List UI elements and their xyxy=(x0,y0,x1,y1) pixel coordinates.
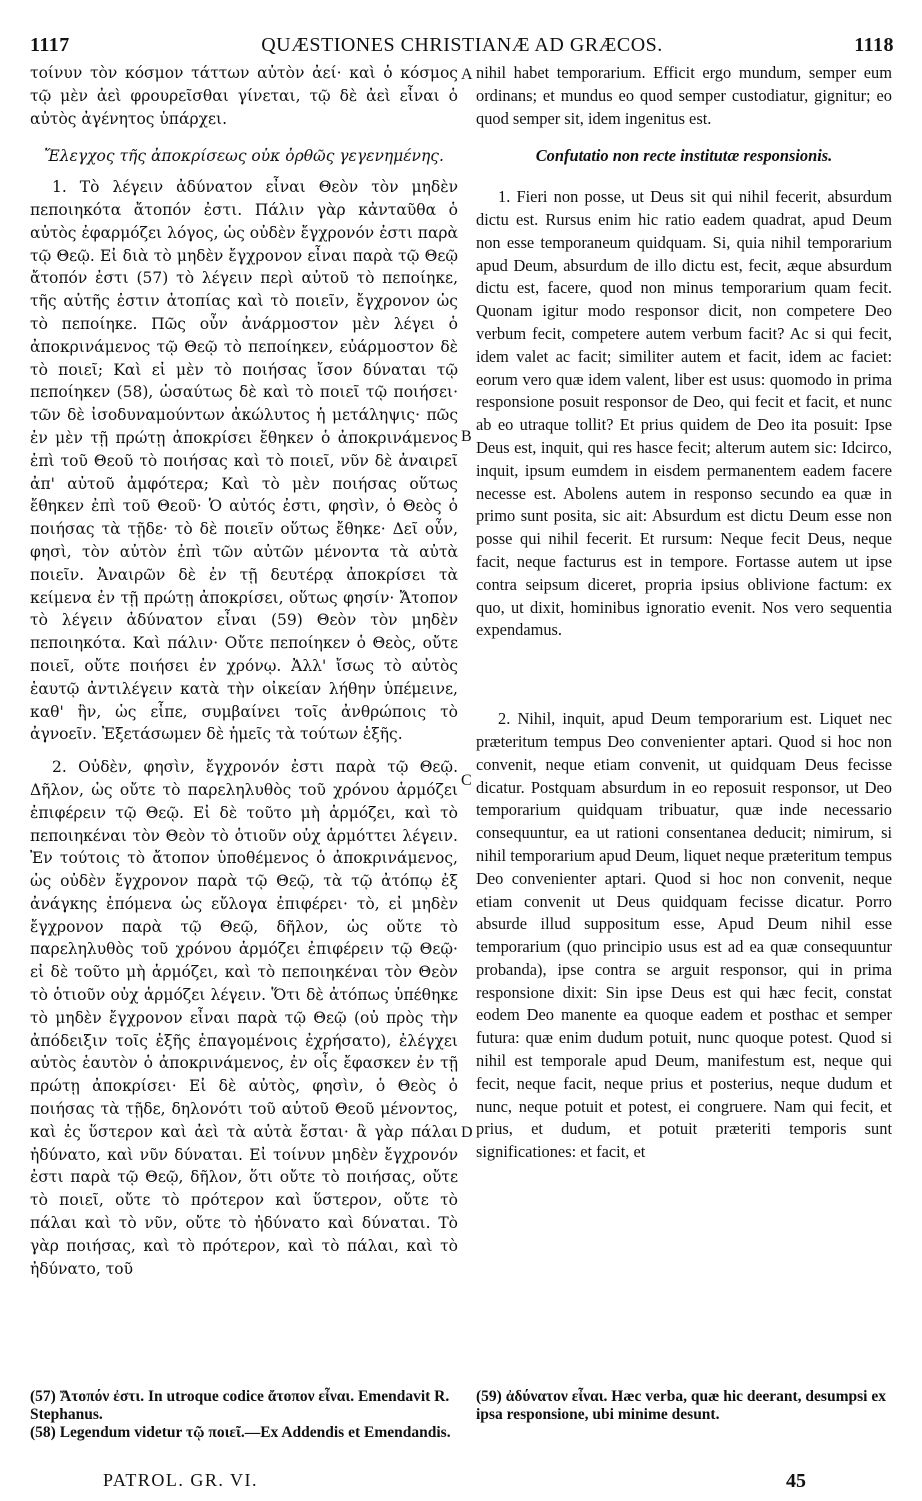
footnote-59: (59) ἀδύνατον εἶναι. Hæc verba, quæ hic deerant, desumpsi ex ipsa responsione, ubi minime desunt. xyxy=(476,1388,886,1423)
margin-letter-b: B xyxy=(461,428,472,445)
page-title: QUÆSTIONES CHRISTIANÆ AD GRÆCOS. xyxy=(261,34,663,56)
running-header xyxy=(30,34,894,60)
page-number-right: 1118 xyxy=(854,34,894,56)
margin-letter-d: D xyxy=(461,1124,473,1141)
latin-paragraph-1: 1. Fieri non posse, ut Deus sit qui nihil fecerit, absurdum dictu est. Rursus enim hic ratio eadem quadrat, apud Deum non esse temporaneum quidquam. Si, quia nihil temporarium apud Deum, absurdum de illo dictu est, fecit, æque absurdum dictu est, facere, quod non minus temporarium quam fecit. Quonam igitur modo responsor dicit, non competere Deo verbum fecit, competere autem verbum facit? Ac si qui fecit, idem valet ac facit; similiter autem et facit, idem ac faciet: eorum vero quæ idem valent, liber est usus: quomodo in prima responsione posuit responsor de Deo, qui fecit et facit, et nunc ab eo utraque tollit? Et prius quidem de Deo ita posuit: Ipse Deus est, inquit, qui res hasce fecit; alterum autem sic: Idcirco, inquit, ipsum eumdem in eisdem permanentem eadem facere necesse est. Abolens autem in responso secundo ea quæ in primo sunt posita, sic ait: Absurdum est dictu Deum esse non posse qui nihil fecerit. Et rursum: Neque fecit Deus, neque facit, neque facturus est in tempore. Fortasse autem ut ipse contra seipsum diceret, propria ipsius oblivione factum: ex quo, ut dixit, hominibus ignoratio evenit. Nos vero sequentia expendamus. xyxy=(476,187,892,640)
greek-heading: Ἔλεγχος τῆς ἀποκρίσεως οὐκ ὀρθῶς γεγενημένης. xyxy=(44,147,444,166)
margin-letter-a: A xyxy=(461,66,473,83)
greek-paragraph-1: 1. Τὸ λέγειν ἀδύνατον εἶναι Θεὸν τὸν μηδὲν πεποιηκότα ἄτοπόν ἐστι. Πάλιν γὰρ κἀνταῦθα ὁ αὐτὸς ἐφαρμόζει λόγος, ὡς οὐδὲν ἔγχρονόν ἐστι παρὰ τῷ Θεῷ. Εἰ διὰ τὸ μηδὲν ἔγχρονον εἶναι παρὰ τῷ Θεῷ ἄτοπόν ἐστι (57) τὸ λέγειν περὶ αὐτοῦ τὸ πεποίηκε, τῆς αὐτῆς ἐστιν ἀτοπίας καὶ τὸ ποιεῖν, ἔγχρονον ὡς τὸ πεποίηκε. Πῶς οὖν ἀνάρμοστον μὲν λέγει ὁ ἀποκρινάμενος τῷ Θεῷ τὸ πεποίηκεν, εὐάρμοστον δὲ τὸ ποιεῖ; Καὶ εἰ μὲν τὸ ποιήσας ἴσον δύναται τῷ πεποίηκεν (58), ὡσαύτως δὲ καὶ τὸ ποιεῖ τῷ ποιήσει· τῶν δὲ ἰσοδυναμούντων ἀκώλυτος ἡ μετάληψις· πῶς ἐν μὲν τῇ πρώτῃ ἀποκρίσει ἔθηκεν ὁ ἀποκρινάμενος ἐπὶ τοῦ Θεοῦ τὸ ποιήσας καὶ τὸ ποιεῖ, νῦν δὲ ἀναιρεῖ ἀπ' αὐτοῦ ἀμφότερα; Καὶ τὸ μὲν ποιήσας οὕτως ἔθηκεν ἐπὶ τοῦ Θεοῦ· Ὁ αὐτός ἐστι, φησὶν, ὁ Θεὸς ὁ ποιήσας τὰ τῇδε· τὸ δὲ ποιεῖν οὕτως ἔθηκε· Δεῖ οὖν, φησὶ, τὸν αὐτὸν ἐπὶ τῶν αὐτῶν μένοντα τὰ αὐτὰ ποιεῖν. Ἀναιρῶν δὲ ἐν τῇ δευτέρᾳ ἀποκρίσει τὰ κείμενα ἐν τῇ πρώτῃ ἀποκρίσει, οὕτως φησίν· Ἄτοπον τὸ λέγειν ἀδύνατον εἶναι (59) Θεὸν τὸν μηδὲν πεποιηκότα. Καὶ πάλιν· Οὔτε πεποίηκεν ὁ Θεὸς, οὔτε ποιεῖ, οὔτε ποιήσει ἐν χρόνῳ. Ἀλλ' ἴσως τὸ αὐτὸς ἑαυτῷ ἀντιλέγειν κατὰ τὴν οἰκείαν λήθην ὑπέμεινε, καθ' ἣν, ὡς εἶπε, συμβαίνει τοῖς ἀνθρώποις τὸ ἀγνοεῖν. Ἐξετάσωμεν δὲ ἡμεῖς τὰ τούτων ἑξῆς. xyxy=(30,178,458,744)
latin-intro: nihil habet temporarium. Efficit ergo mundum, semper eum ordinans; et mundus eo quod semper custodiatur, gignitur; eo quod semper sit, idem ingenitus est. xyxy=(476,63,892,128)
page-number-left: 1117 xyxy=(30,34,70,56)
greek-paragraph-2: 2. Οὐδὲν, φησὶν, ἔγχρονόν ἐστι παρὰ τῷ Θεῷ. Δῆλον, ὡς οὔτε τὸ παρεληλυθὸς τοῦ χρόνου ἁρμόζει ἐπιφέρειν τῷ Θεῷ. Εἰ δὲ τοῦτο μὴ ἁρμόζει, καὶ τὸ πεποιηκέναι τὸν Θεὸν τὸ ὁτιοῦν οὐχ ἁρμόττει λέγειν. Ἐν τούτοις τὸ ἄτοπον ὑποθέμενος ὁ ἀποκρινάμενος, ὡς οὐδὲν ἔγχρονον παρὰ τῷ Θεῷ, τὰ τῷ ἀτόπῳ ἐξ ἀνάγκης ἑπόμενα ὡς εὔλογα ἐπιφέρει· τὸ, εἰ μηδὲν ἔγχρονον παρὰ τῷ Θεῷ, δῆλον, ὡς οὔτε τὸ παρεληλυθὸς τοῦ χρόνου ἁρμόζει ἐπιφέρειν τῷ Θεῷ· εἰ δὲ τοῦτο μὴ ἁρμόζει, καὶ τὸ πεποιηκέναι τὸν Θεὸν τὸ ὁτιοῦν οὐχ ἁρμόζει λέγειν. Ὅτι δὲ ἀτόπως ὑπέθηκε τὸ μηδὲν ἔγχρονον εἶναι παρὰ τῷ Θεῷ (οὐ πρὸς τὴν ἀπόδειξιν τοῖς ἑξῆς ἐπαγομένοις ἐχρήσατο), ἐλέγχει αὐτὸς ἑαυτὸν ὁ ἀποκρινάμενος, ἐν οἷς ἔφασκεν ἐν τῇ πρώτῃ ἀποκρίσει· Εἰ δὲ αὐτὸς, φησὶν, ὁ Θεὸς ὁ ποιήσας τὰ τῇδε, δηλονότι τοῦ αὐτοῦ Θεοῦ μένοντος, καὶ ἐς ὕστερον καὶ ἀεὶ τὰ αὐτὰ ἔσται· ἃ γὰρ πάλαι ἠδύνατο, καὶ νῦν δύναται. Εἰ τοίνυν μηδὲν ἔγχρονόν ἐστι παρὰ τῷ Θεῷ, δῆλον, ὅτι οὔτε τὸ ποιήσας, οὔτε τὸ ποιεῖ, οὔτε τὸ πρότερον καὶ ὕστερον, οὔτε τὸ πάλαι καὶ τὸ νῦν, οὔτε τὸ ἠδύνατο καὶ δύναται. Τὸ γὰρ ποιήσας, καὶ τὸ πρότερον, καὶ τὸ πάλαι, καὶ τὸ ἠδύνατο, τοῦ xyxy=(30,758,458,1278)
greek-column xyxy=(30,62,458,1280)
footnotes-right xyxy=(476,1388,892,1424)
latin-heading: Confutatio non recte institutæ responsionis. xyxy=(535,146,833,166)
signature-number: 45 xyxy=(786,1470,806,1492)
latin-paragraph-2: 2. Nihil, inquit, apud Deum temporarium est. Liquet nec præteritum tempus Deo convenienter aptari. Quod si hoc non convenit, neque etiam convenit, ut quidquam Deus fecisse dicatur. Postquam absurdum in eo reposuit responsor, ut Deo temporarium quidquam tribuatur, quæ inde necessario consequuntur, ea ut rationi consentanea deducit; nimirum, si nihil temporarium apud Deum, liquet neque præteritum tempus Deo convenienter aptari. Quod si hoc non convenit, neque etiam convenit ut Deus quidquam fecisse dicatur. Porro absurde illud suppositum esse, Apud Deum nihil esse temporarium (quo principio usus est ad ea quæ consequuntur probanda), ipse contra se arguit responsor, qui in prima responsione dixit: Sin ipse Deus est qui hæc fecit, constat eodem Deo manente ea quoque eadem et posthac et semper futura: quæ enim dudum potuit, nunc quoque potest. Quod si nihil est temporale apud Deum, manifestum est, neque qui fecit, neque facit, neque prius et posterius, neque dudum et nunc, neque potuit et potest, ei congruere. Nam qui fecit, et prius, et dudum, et potuit præteriti temporis sunt significationes: et facit, et xyxy=(476,709,892,1162)
margin-letter-c: C xyxy=(461,772,472,789)
footnotes-left xyxy=(30,1388,458,1442)
greek-intro: τοίνυν τὸν κόσμον τάττων αὐτὸν ἀεί· καὶ ὁ κόσμος τῷ μὲν ἀεὶ φρουρεῖσθαι γίνεται, τῷ δὲ ἀεὶ εἶναι ὁ αὐτὸς ἀγένητος ὑπάρχει. xyxy=(30,64,458,128)
footnote-58: (58) Legendum videtur τῷ ποιεῖ.—Ex Addendis et Emendandis. xyxy=(30,1424,451,1441)
footnote-57: (57) Ἄτοπόν ἐστι. In utroque codice ἄτοπον εἶναι. Emendavit R. Stephanus. xyxy=(30,1388,450,1423)
latin-column xyxy=(476,62,892,1164)
volume-signature: PATROL. GR. VI. xyxy=(103,1470,259,1490)
